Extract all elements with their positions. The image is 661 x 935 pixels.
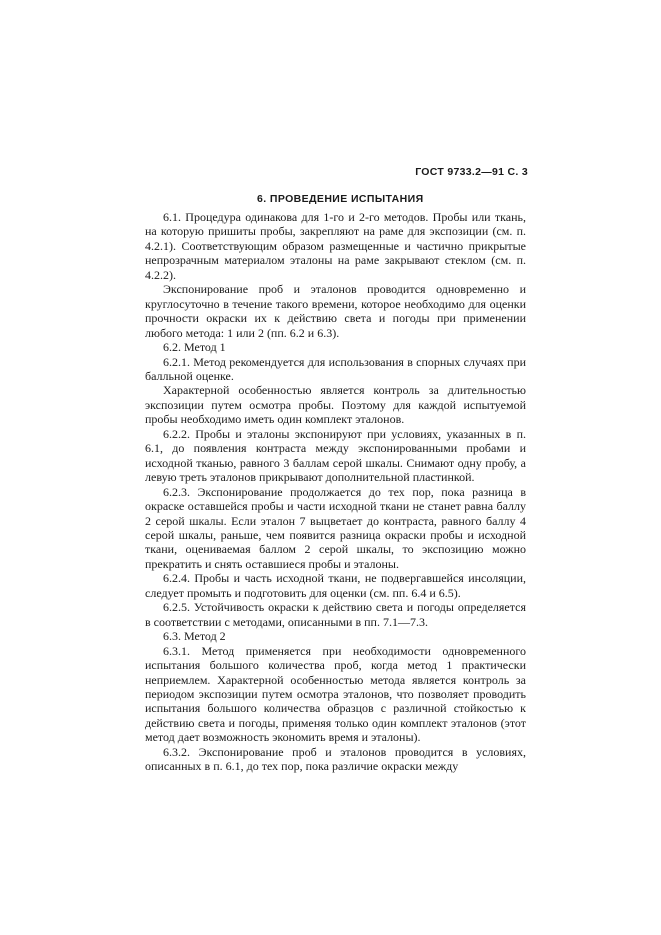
paragraph-6-3-1: 6.3.1. Метод применяется при необходимости одновременного испытания большого количества проб, когда метод 1 практически неприемлем. Характерной особенностью метода является контроль за периодом экспозиции путем осмотра эталонов, что позволяет проводить испытания большого количества образцов с различной стойкостью к действию света и погоды, применяя только один комплект эталонов (этот метод дает возможность экономить время и эталоны).: [145, 643, 526, 745]
paragraph-feature-1: Характерной особенностью является контроль за длительностью экспозиции путем осмотра пробы. Поэтому для каждой испытуемой пробы необходимо иметь один комплект эталонов.: [145, 383, 526, 427]
paragraph-6-2-3: 6.2.3. Экспонирование продолжается до тех пор, пока разница в окраске оставшейся пробы и части исходной ткани не станет равна баллу 2 серой шкалы. Если эталон 7 выцветает до контраста, равного баллу 4 серой шкалы, раньше, чем появится разница окраски пробы и исходной ткани, оцениваемая баллом 2 серой шкалы, то экспозицию можно прекратить и снять оставшиеся пробы и эталоны.: [145, 484, 526, 571]
paragraph-exposure: Экспонирование проб и эталонов проводится одновременно и круглосуточно в течение такого времени, которое необходимо для оценки прочности окраски их к действию света и погоды при применении любого метода: 1 или 2 (пп. 6.2 и 6.3).: [145, 282, 526, 340]
paragraph-6-3-2: 6.3.2. Экспонирование проб и эталонов проводится в условиях, описанных в п. 6.1, до тех пор, пока различие окраски между: [145, 744, 526, 774]
body-text: [145, 210, 526, 774]
paragraph-6-2-2: 6.2.2. Пробы и эталоны экспонируют при условиях, указанных в п. 6.1, до появления контраста между экспонированными пробами и исходной тканью, равного 3 баллам серой шкалы. Снимают одну пробу, а левую треть эталонов прикрывают дополнительной пластинкой.: [145, 426, 526, 485]
paragraph-6-2-4: 6.2.4. Пробы и часть исходной ткани, не подвергавшейся инсоляции, следует промыть и подготовить для оценки (см. пп. 6.4 и 6.5).: [145, 571, 526, 600]
section-title: 6. ПРОВЕДЕНИЕ ИСПЫТАНИЯ: [257, 193, 424, 205]
paragraph-6-2-5: 6.2.5. Устойчивость окраски к действию света и погоды определяется в соответствии с методами, описанными в пп. 7.1—7.3.: [145, 600, 526, 629]
heading-method-1: 6.2. Метод 1: [163, 340, 226, 355]
heading-method-2: 6.3. Метод 2: [163, 629, 226, 644]
page-header-standard: ГОСТ 9733.2—91 С. 3: [415, 166, 528, 178]
paragraph-6-2-1: 6.2.1. Метод рекомендуется для использования в спорных случаях при балльной оценке.: [145, 354, 526, 383]
paragraph-6-1: 6.1. Процедура одинакова для 1-го и 2-го методов. Пробы или ткань, на которую пришиты пробы, закрепляют на раме для экспозиции (см. п. 4.2.1). Соответствующим образом размещенные и частично прикрытые непрозрачным материалом эталоны на раме закрывают стеклом (см. п. 4.2.2).: [145, 210, 526, 282]
